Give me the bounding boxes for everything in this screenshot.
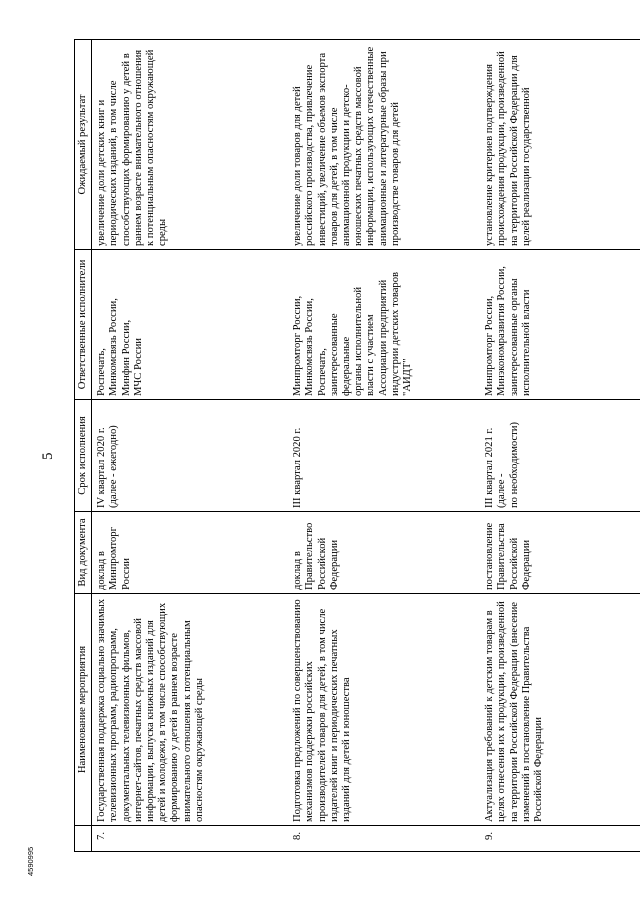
- table-row: [480, 40, 640, 852]
- deadline-cell: III квартал 2021 г. (далее - по необходимости): [480, 400, 640, 512]
- rotated-sheet: [22, 0, 622, 880]
- result-cell: увеличение доли детских книг и периодических изданий, в том числе способствующих формированию у детей в раннем возрасте внимательного отношения к потенциальным опасностям окружающей среды: [92, 40, 287, 250]
- measures-table: [74, 39, 640, 852]
- header-executors: Ответственные исполнители: [75, 250, 92, 400]
- row-number: 8.: [286, 826, 480, 852]
- measure-cell: Подготовка предложений по совершенствованию механизмов поддержки российских производителей товаров для детей, в том числе издателей книг и периодических печатных изданий для детей и юношества: [286, 594, 480, 826]
- measure-cell: Государственная поддержка социально значимых телевизионных программ, радиопрограмм, документальных телевизионных фильмов, интернет-сайтов, печатных средств массовой информации, выпуска книжных изданий для детей и молодежи, в том числе способствующих формированию у детей в раннем возрасте внимательного отношения к потенциальным опасностям окружающей среды: [92, 594, 287, 826]
- doc-type-cell: доклад в Правительство Российской Федерации: [286, 512, 480, 594]
- deadline-cell: IV квартал 2020 г. (далее - ежегодно): [92, 400, 287, 512]
- deadline-cell: III квартал 2020 г.: [286, 400, 480, 512]
- row-number: 9.: [480, 826, 640, 852]
- executors-cell: Роспечать, Минкомсвязь России, Минфин России, МЧС России: [92, 250, 287, 400]
- header-measure: Наименование мероприятия: [75, 594, 92, 826]
- header-deadline: Срок исполнения: [75, 400, 92, 512]
- executors-cell: Минпромторг России, Минкомсвязь России, Роспечать, заинтересованные федеральные органы исполнительной власти с участием Ассоциации предприятий индустрии детских товаров "АИДТ": [286, 250, 480, 400]
- result-cell: увеличение доли товаров для детей российского производства, привлечение инвестиций, увеличение объемов экспорта товаров для детей, в том числе анимационной продукции и детско-юношеских печатных средств массовой информации, использующих отечественные анимационные и литературные образы при производстве товаров для детей: [286, 40, 480, 250]
- table-row: [92, 40, 287, 852]
- result-cell: установление критериев подтверждения происхождения продукции, произведенной на территории Российской Федерации для целей реализации государственной: [480, 40, 640, 250]
- document-stamp: 4590995: [26, 846, 35, 876]
- measure-cell: Актуализация требований к детским товарам в целях отнесения их к продукции, произведенной на территории Российской Федерации (внесение изменений в постановление Правительства Российской Федерации: [480, 594, 640, 826]
- doc-type-cell: доклад в Минпромторг России: [92, 512, 287, 594]
- executors-cell: Минпромторг России, Минэкономразвития России, заинтересованные органы исполнительной власти: [480, 250, 640, 400]
- page-number: 5: [40, 452, 56, 460]
- table-header-row: [75, 40, 92, 852]
- header-result: Ожидаемый результат: [75, 40, 92, 250]
- doc-type-cell: постановление Правительства Российской Федерации: [480, 512, 640, 594]
- row-number: 7.: [92, 826, 287, 852]
- header-number: [75, 826, 92, 852]
- table-row: [286, 40, 480, 852]
- header-doc-type: Вид документа: [75, 512, 92, 594]
